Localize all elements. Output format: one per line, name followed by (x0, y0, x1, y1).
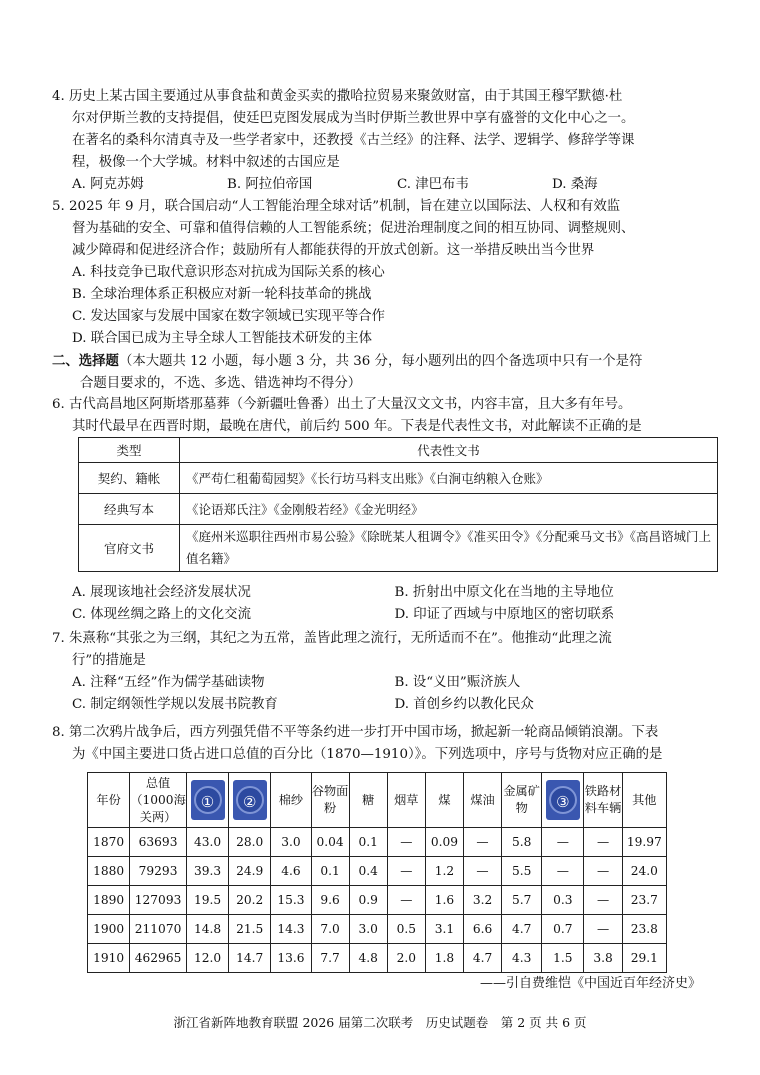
q8-table (87, 772, 667, 973)
q8-line: 8. 第二次鸦片战争后，西方列强凭借不平等条约进一步打开中国市场，掀起新一轮商品倾销浪潮。下表 (52, 725, 659, 740)
question-4 (52, 86, 717, 196)
table-cell: — (463, 857, 501, 886)
table-cell: — (542, 828, 584, 857)
table-cell: 63693 (130, 828, 187, 857)
q8-line: 为《中国主要进口货占进口总值的百分比（1870—1910）》。下列选项中，序号与货物对应正确的是 (72, 747, 663, 762)
q5-option-b[interactable]: B. 全球治理体系正积极应对新一轮科技革命的挑战 (72, 287, 372, 302)
table-cell: 211070 (130, 915, 187, 944)
page-footer: 浙江省新阵地教育联盟 2026 届第二次联考 历史试题卷 第 2 页 共 6 页 (173, 1015, 587, 1030)
table-cell: 1910 (88, 944, 130, 973)
q7-line: 7. 朱熹称“其张之为三纲，其纪之为五常，盖皆此理之流行，无所适而不在”。他推动“此理之流 (52, 631, 612, 646)
table-cell: 契约、籍帐 (79, 463, 180, 494)
table-cell: 1890 (88, 886, 130, 915)
table-cell: 43.0 (186, 828, 228, 857)
table-cell: 23.8 (622, 915, 666, 944)
table-cell: 《严苟仁租葡萄园契》《长行坊马料支出账》《白涧屯纳粮入仓账》 (180, 463, 718, 494)
q5-line: 督为基础的安全、可靠和值得信赖的人工智能系统；促进治理制度之间的相互协同、调整规则、 (72, 221, 635, 236)
table-cell: 1.6 (425, 886, 463, 915)
table-cell: 14.3 (271, 915, 311, 944)
table-cell: 5.7 (502, 886, 542, 915)
q8-table-body (88, 828, 667, 973)
table-cell: 6.6 (463, 915, 501, 944)
q8-header-kerosene: 煤油 (463, 773, 501, 828)
q6-option-d[interactable]: D. 印证了西域与中原地区的密切联系 (394, 607, 615, 622)
table-cell: 0.4 (349, 857, 387, 886)
q8-header-tobacco: 烟草 (387, 773, 425, 828)
table-cell: 4.6 (271, 857, 311, 886)
table-cell: 14.8 (186, 915, 228, 944)
table-cell: 3.0 (349, 915, 387, 944)
table-cell: 0.3 (542, 886, 584, 915)
table-cell: 0.7 (542, 915, 584, 944)
q6-option-c[interactable]: C. 体现丝绸之路上的文化交流 (72, 607, 251, 622)
table-cell: 0.9 (349, 886, 387, 915)
table-cell: 19.97 (622, 828, 666, 857)
q8-header-year: 年份 (88, 773, 130, 828)
table-cell: 28.0 (229, 828, 271, 857)
q5-line: 减少障碍和促进经济合作；鼓励所有人都能获得的开放式创新。这一举措反映出当今世界 (72, 243, 595, 258)
table-row (88, 886, 667, 915)
table-cell: 1880 (88, 857, 130, 886)
q8-header-item-2 (229, 773, 271, 828)
q4-option-d[interactable]: D. 桑海 (552, 177, 598, 192)
table-cell: 1.8 (425, 944, 463, 973)
table-cell: 1.2 (425, 857, 463, 886)
q4-line: 在著名的桑科尔清真寺及一些学者家中，还教授《古兰经》的注释、法学、逻辑学、修辞学等课 (72, 133, 635, 148)
q8-header-metals: 金属矿物 (502, 773, 542, 828)
question-5 (52, 196, 717, 350)
table-row (88, 944, 667, 973)
q6-options (52, 582, 717, 626)
table-cell: 0.04 (311, 828, 349, 857)
q8-header-grain-flour: 谷物面粉 (311, 773, 349, 828)
q6-line: 6. 古代高昌地区阿斯塔那墓葬（今新疆吐鲁番）出土了大量汉文文书，内容丰富，且大多有年号。 (52, 397, 632, 412)
q8-header-cotton-yarn: 棉纱 (271, 773, 311, 828)
q7-option-c[interactable]: C. 制定纲领性学规以发展书院教育 (72, 697, 278, 712)
table-row (88, 828, 667, 857)
table-cell: 0.1 (349, 828, 387, 857)
q6-line: 其时代最早在西晋时期，最晚在唐代，前后约 500 年。下表是代表性文书，对此解读不正确的是 (72, 419, 642, 434)
table-cell: 《论语郑氏注》《金刚般若经》《金光明经》 (180, 494, 718, 525)
table-cell: — (387, 886, 425, 915)
section-2-desc-cont: 合题目要求的，不选、多选、错选神均不得分） (80, 376, 362, 391)
table-cell: 29.1 (622, 944, 666, 973)
table-cell: 13.6 (271, 944, 311, 973)
table-row (79, 463, 718, 494)
table-cell: 4.8 (349, 944, 387, 973)
table-cell: 经典写本 (79, 494, 180, 525)
section-2-title: 二、选择题 (52, 353, 119, 369)
marker-2-icon: ② (236, 786, 264, 814)
table-cell: 0.09 (425, 828, 463, 857)
q4-line: 程，极像一个大学城。材料中叙述的古国应是 (72, 155, 340, 170)
q8-header-coal: 煤 (425, 773, 463, 828)
table-cell: 20.2 (229, 886, 271, 915)
q4-option-a[interactable]: A. 阿克苏姆 (72, 177, 144, 192)
table-row (88, 857, 667, 886)
table-cell: — (542, 857, 584, 886)
q7-option-d[interactable]: D. 首创乡约以教化民众 (394, 697, 534, 712)
table-row (79, 494, 718, 525)
q8-header-railway: 铁路材料车辆 (584, 773, 622, 828)
table-cell: 《庭州米巡职往西州市易公验》《除晄某人租调令》《准买田令》《分配乘马文书》《高昌谘城门上值名籍》 (180, 525, 718, 572)
q7-line: 行”的措施是 (72, 653, 146, 668)
q6-option-a[interactable]: A. 展现该地社会经济发展状况 (72, 585, 251, 600)
section-2-header (52, 350, 717, 395)
table-row (79, 525, 718, 572)
table-cell: 4.7 (502, 915, 542, 944)
table-cell: 3.2 (463, 886, 501, 915)
q5-option-a[interactable]: A. 科技竞争已取代意识形态对抗成为国际关系的核心 (72, 265, 385, 280)
table-cell: — (387, 828, 425, 857)
q6-table-header (79, 438, 718, 463)
table-cell: 79293 (130, 857, 187, 886)
table-cell: 官府文书 (79, 525, 180, 572)
table-cell: — (387, 857, 425, 886)
q8-citation: ——引自费维恺《中国近百年经济史》 (480, 976, 702, 991)
table-cell: 0.5 (387, 915, 425, 944)
table-cell: 14.7 (229, 944, 271, 973)
table-cell: — (584, 915, 622, 944)
q4-line: 尔对伊斯兰教的支持提倡，使廷巴克图发展成为当时伊斯兰教世界中享有盛誉的文化中心之一。 (72, 111, 635, 126)
table-cell: 3.8 (584, 944, 622, 973)
table-cell: 7.0 (311, 915, 349, 944)
q8-header-item-1 (186, 773, 228, 828)
table-cell: 1.5 (542, 944, 584, 973)
table-cell: — (463, 828, 501, 857)
table-cell: 7.7 (311, 944, 349, 973)
table-cell: 5.5 (502, 857, 542, 886)
table-cell: 462965 (130, 944, 187, 973)
q5-line: 5. 2025 年 9 月，联合国启动“人工智能治理全球对话”机制，旨在建立以国际法、人权和有效监 (52, 199, 621, 214)
table-cell: 39.3 (186, 857, 228, 886)
q4-options (52, 174, 717, 196)
table-cell: 3.0 (271, 828, 311, 857)
question-8 (52, 722, 717, 766)
q4-option-c[interactable]: C. 津巴布韦 (397, 177, 469, 192)
table-cell: 4.3 (502, 944, 542, 973)
table-cell: 2.0 (387, 944, 425, 973)
table-cell: 127093 (130, 886, 187, 915)
q8-header-other: 其他 (622, 773, 666, 828)
q8-table-header (88, 773, 667, 828)
table-cell: 24.9 (229, 857, 271, 886)
table-cell: 12.0 (186, 944, 228, 973)
table-cell: 1900 (88, 915, 130, 944)
q6-header-type: 类型 (79, 438, 180, 463)
q6-table (78, 437, 718, 572)
table-cell: 23.7 (622, 886, 666, 915)
q5-option-c[interactable]: C. 发达国家与发展中国家在数字领域已实现平等合作 (72, 309, 385, 324)
section-2-desc: （本大题共 12 小题，每小题 3 分，共 36 分，每小题列出的四个备选项中只有一个是符 (118, 354, 643, 369)
q6-option-b[interactable]: B. 折射出中原文化在当地的主导地位 (394, 585, 614, 600)
table-row (88, 915, 667, 944)
q5-option-d[interactable]: D. 联合国已成为主导全球人工智能技术研发的主体 (72, 331, 372, 346)
question-7 (52, 628, 717, 716)
marker-1-icon: ① (194, 786, 222, 814)
table-cell: — (584, 857, 622, 886)
marker-3-icon: ③ (549, 786, 577, 814)
q7-option-a[interactable]: A. 注释“五经”作为儒学基础读物 (72, 675, 265, 690)
table-cell: — (584, 828, 622, 857)
table-cell: — (584, 886, 622, 915)
table-cell: 5.8 (502, 828, 542, 857)
q8-header-sugar: 糖 (349, 773, 387, 828)
q6-header-docs: 代表性文书 (180, 438, 718, 463)
question-6 (52, 394, 717, 438)
table-cell: 1870 (88, 828, 130, 857)
q7-option-b[interactable]: B. 设“义田”赈济族人 (394, 675, 521, 690)
table-cell: 24.0 (622, 857, 666, 886)
table-cell: 9.6 (311, 886, 349, 915)
table-cell: 3.1 (425, 915, 463, 944)
table-cell: 15.3 (271, 886, 311, 915)
q8-header-item-3 (542, 773, 584, 828)
q4-line: 4. 历史上某古国主要通过从事食盐和黄金买卖的撒哈拉贸易来聚敛财富，由于其国王穆罕默德·杜 (52, 89, 623, 104)
q4-option-b[interactable]: B. 阿拉伯帝国 (227, 177, 313, 192)
q8-header-total: 总值（1000海关两） (130, 773, 187, 828)
table-cell: 4.7 (463, 944, 501, 973)
table-cell: 0.1 (311, 857, 349, 886)
table-cell: 21.5 (229, 915, 271, 944)
table-cell: 19.5 (186, 886, 228, 915)
